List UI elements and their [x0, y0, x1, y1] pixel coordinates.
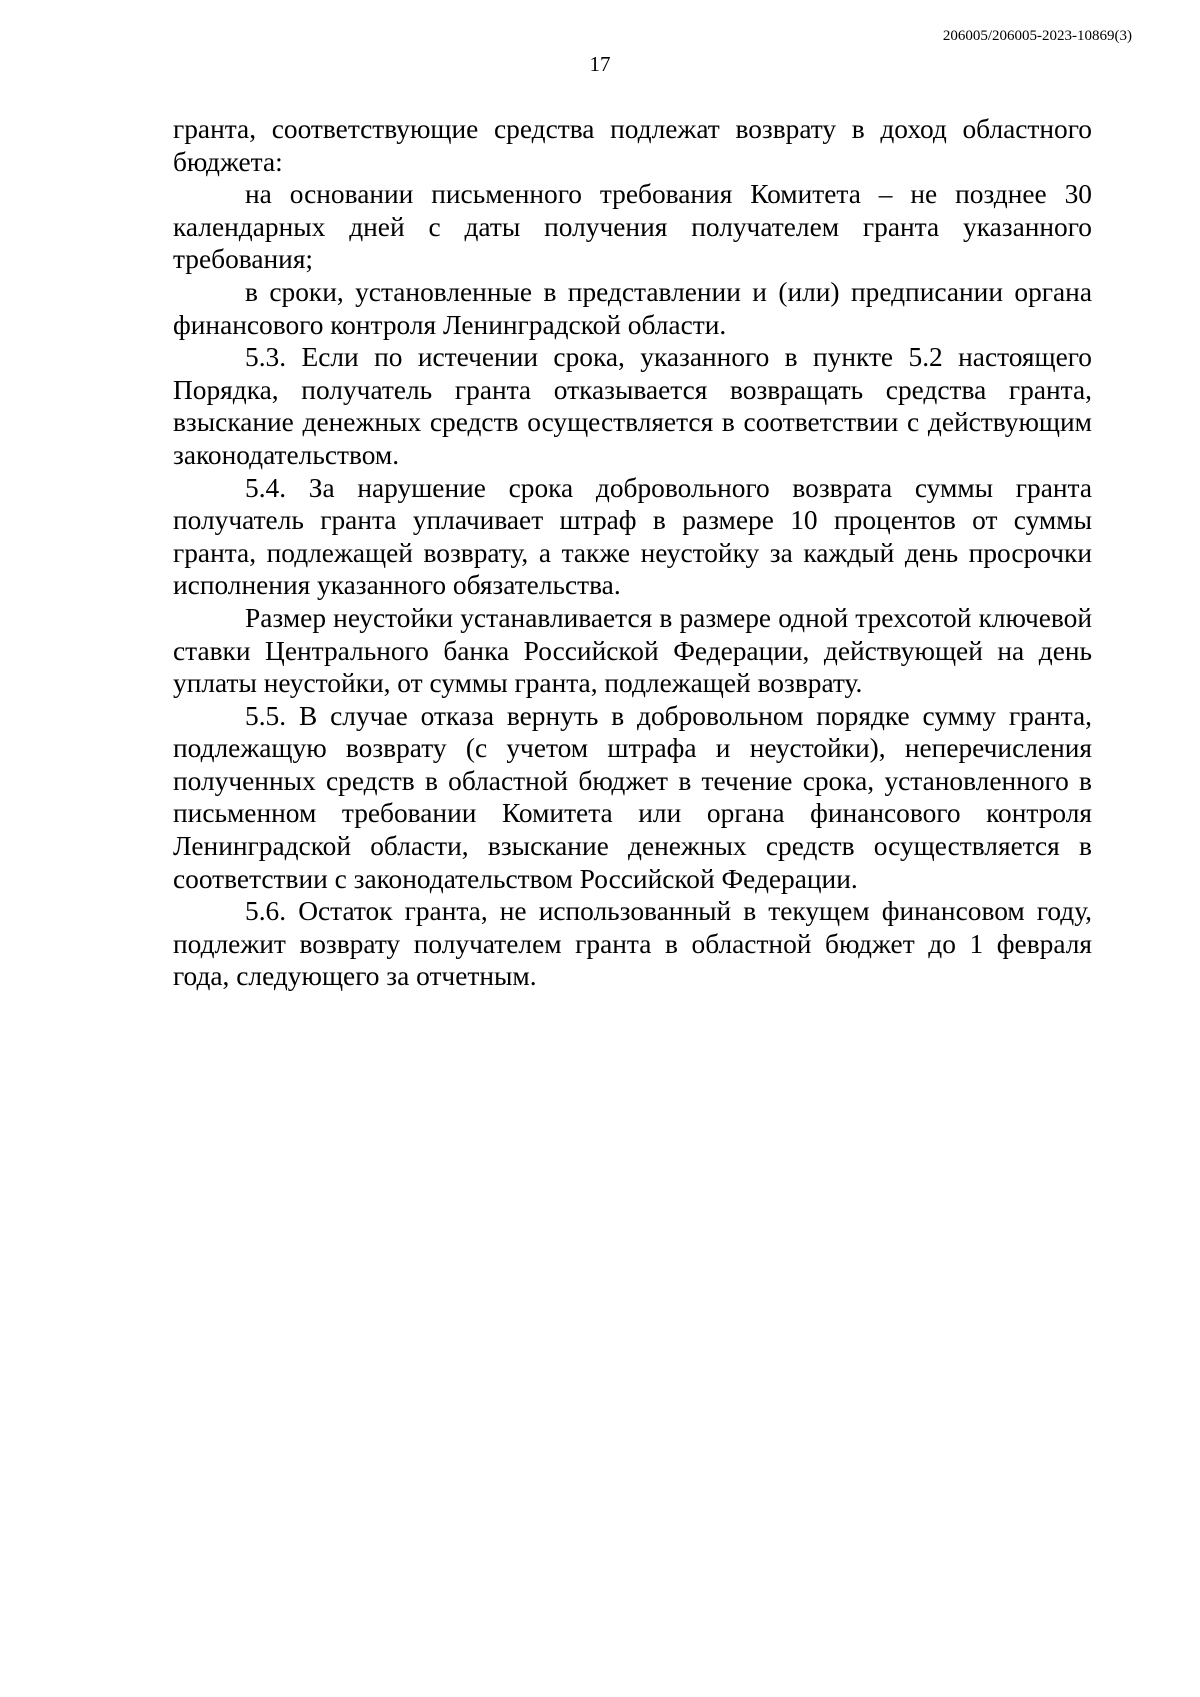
- paragraph-control-deadlines: в сроки, установленные в представлении и (или) предписании органа финансового контроля Ленинградской области.: [173, 276, 1092, 340]
- document-id: 206005/206005-2023-10869(3): [942, 28, 1132, 44]
- paragraph-5-4: 5.4. За нарушение срока добровольного возврата суммы гранта получатель гранта уплачивает штраф в размере 10 процентов от суммы гранта, подлежащей возврату, а также неустойку за каждый день просрочки исполнения указанного обязательства.: [173, 472, 1092, 601]
- paragraph-penalty-size: Размер неустойки устанавливается в размере одной трехсотой ключевой ставки Центрального банка Российской Федерации, действующей на день уплаты неустойки, от суммы гранта, подлежащей возврату.: [173, 602, 1092, 699]
- paragraph-written-demand: на основании письменного требования Комитета – не позднее 30 календарных дней с даты получения получателем гранта указанного требования;: [173, 179, 1092, 275]
- paragraph-continuation: гранта, соответствующие средства подлежат возврату в доход областного бюджета:: [173, 114, 1092, 177]
- paragraph-5-5: 5.5. В случае отказа вернуть в добровольном порядке сумму гранта, подлежащую возврату (с учетом штрафа и неустойки), неперечисления полученных средств в областной бюджет в течение срока, установленного в письменном требовании Комитета или органа финансового контроля Ленинградской области, взыскание денежных средств осуществляется в соответствии с законодательством Российской Федерации.: [173, 700, 1092, 894]
- document-body: [173, 113, 1092, 993]
- paragraph-5-6: 5.6. Остаток гранта, не использованный в текущем финансовом году, подлежит возврату получателем гранта в областной бюджет до 1 февраля года, следующего за отчетным.: [173, 896, 1092, 992]
- page-number: 17: [589, 52, 611, 76]
- paragraph-5-3: 5.3. Если по истечении срока, указанного в пункте 5.2 настоящего Порядка, получатель гранта отказывается возвращать средства гранта, взыскание денежных средств осуществляется в соответствии с действующим законодательством.: [173, 342, 1092, 470]
